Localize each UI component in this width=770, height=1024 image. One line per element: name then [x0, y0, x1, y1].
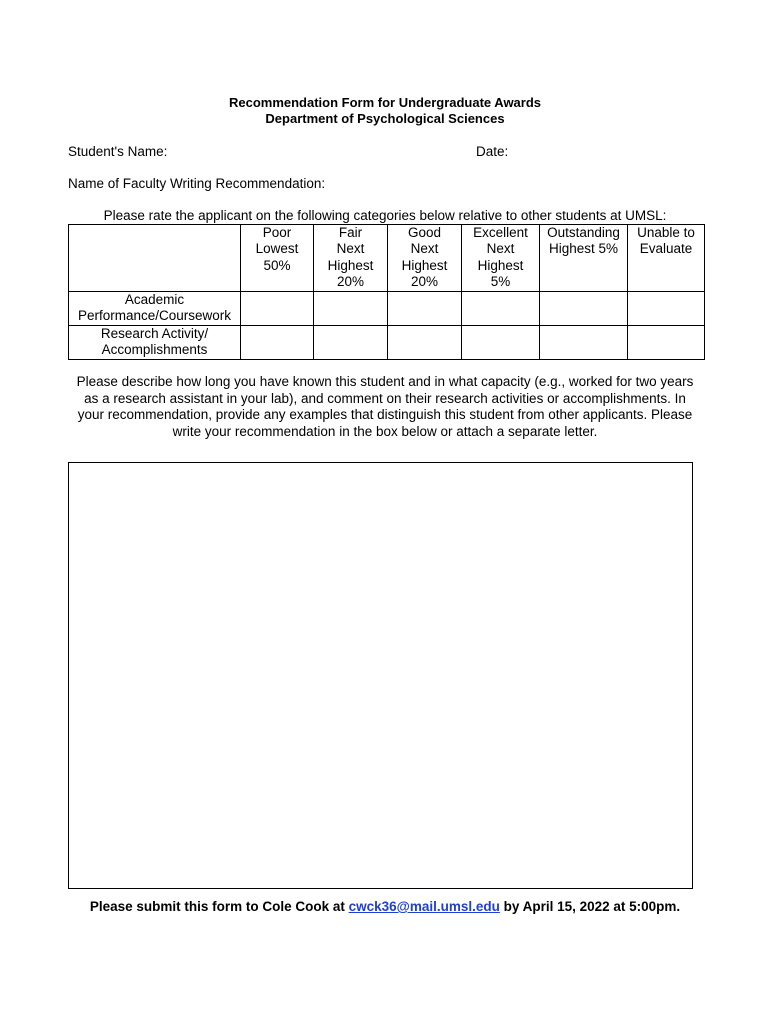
header-line: Highest [477, 257, 524, 273]
rating-prompt: Please rate the applicant on the following categories below relative to other students at UMSL: [103, 208, 667, 223]
instructions-paragraph [62, 374, 708, 440]
submission-suffix: by April 15, 2022 at 5:00pm. [499, 899, 681, 914]
header-line: Next [486, 241, 515, 257]
row-label-line: Academic [124, 292, 185, 307]
date-label: Date: [476, 144, 509, 159]
email-link[interactable]: cwck36@mail.umsl.edu [348, 899, 500, 914]
row-label-line: Performance/Coursework [77, 308, 232, 324]
header-line: Highest [327, 257, 374, 273]
header-line: 5% [490, 274, 511, 290]
rating-cell[interactable] [628, 326, 705, 360]
header-blank-cell [69, 225, 241, 292]
rating-cell[interactable] [241, 292, 314, 326]
form-title: Recommendation Form for Undergraduate Awards [228, 95, 542, 110]
header-line: Fair [338, 225, 363, 240]
submission-prefix: Please submit this form to Cole Cook at [89, 899, 349, 914]
header-line: 20% [410, 274, 439, 290]
header-line: 20% [336, 274, 365, 290]
column-header-excellent [462, 225, 540, 292]
rating-cell[interactable] [462, 326, 540, 360]
recommendation-box[interactable] [68, 462, 693, 889]
instruction-line: your recommendation, provide any examples that distinguish this student from other applicants. Please [77, 407, 693, 422]
rating-cell[interactable] [388, 326, 462, 360]
column-header-poor [241, 225, 314, 292]
row-label-line: Research Activity/ [100, 326, 209, 341]
instruction-line: as a research assistant in your lab), and comment on their research activities or accomplishments. In [84, 390, 686, 406]
row-label-line: Accomplishments [101, 342, 208, 358]
department-title: Department of Psychological Sciences [265, 111, 505, 126]
header-line: Evaluate [639, 241, 693, 257]
header-line: Next [410, 241, 439, 257]
header-line: Excellent [473, 225, 528, 240]
column-header-outstanding [540, 225, 628, 292]
header-line: 50% [263, 257, 291, 273]
rating-cell[interactable] [314, 326, 388, 360]
header-line: Highest 5% [548, 241, 619, 257]
rating-cell[interactable] [628, 292, 705, 326]
instruction-line: write your recommendation in the box below or attach a separate letter. [172, 423, 598, 439]
row-label-academic [69, 292, 241, 326]
header-line: Unable to [637, 225, 695, 240]
header-line: Lowest [255, 241, 299, 257]
rating-cell[interactable] [314, 292, 388, 326]
column-header-fair [314, 225, 388, 292]
instruction-line: Please describe how long you have known this student and in what capacity (e.g., worked for two years [76, 374, 694, 389]
header-line: Outstanding [547, 225, 620, 240]
student-name-label: Student's Name: [68, 144, 168, 159]
rating-row-research [69, 326, 705, 360]
header-line: Next [336, 241, 365, 257]
rating-cell[interactable] [540, 326, 628, 360]
submission-note [0, 898, 770, 915]
row-label-research [69, 326, 241, 360]
column-header-unable [628, 225, 705, 292]
rating-header-row [69, 225, 705, 292]
rating-table [68, 224, 705, 360]
rating-cell[interactable] [241, 326, 314, 360]
column-header-good [388, 225, 462, 292]
rating-cell[interactable] [388, 292, 462, 326]
rating-row-academic [69, 292, 705, 326]
rating-cell[interactable] [462, 292, 540, 326]
faculty-name-label: Name of Faculty Writing Recommendation: [68, 176, 326, 191]
header-line: Poor [262, 225, 292, 240]
rating-cell[interactable] [540, 292, 628, 326]
header-line: Highest [401, 257, 448, 273]
header-line: Good [407, 225, 442, 240]
